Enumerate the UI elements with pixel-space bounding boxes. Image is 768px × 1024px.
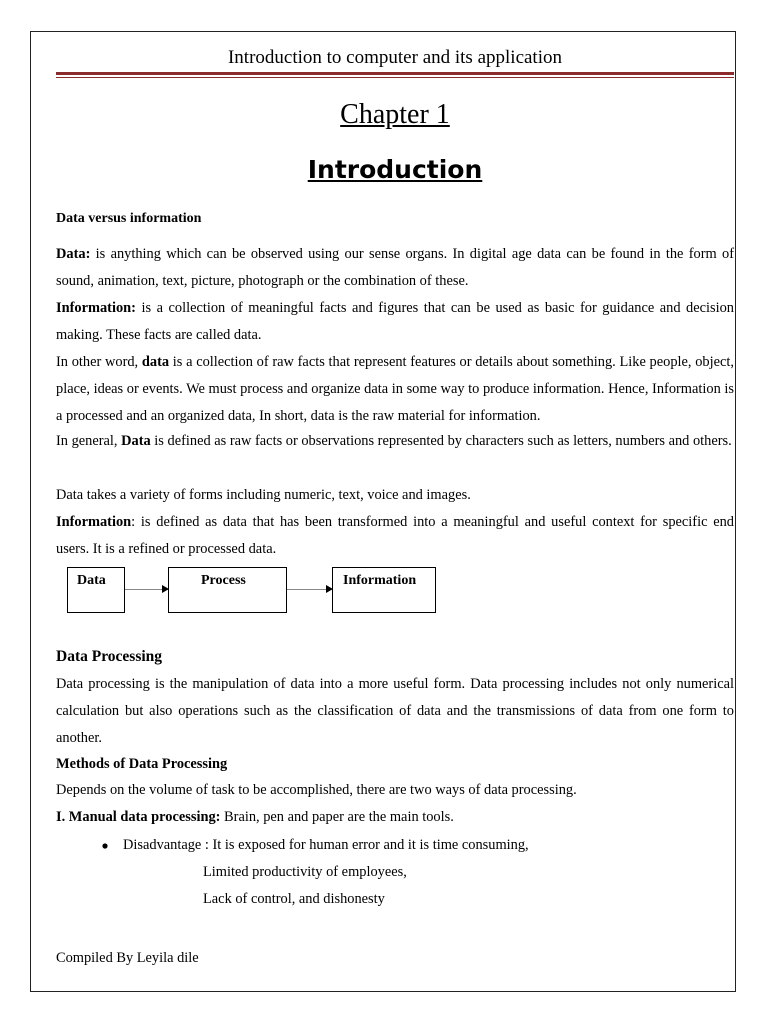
other-word-prefix: In other word, [56, 354, 142, 370]
in-general-text: is defined as raw facts or observations represented by characters such as letters, numbers and others. [150, 433, 732, 449]
diagram-arrow-1 [125, 589, 168, 590]
term-information-2: Information [56, 514, 132, 530]
paragraph-information-definition [56, 295, 734, 349]
paragraph-data-definition [56, 241, 734, 295]
paragraph-manual-processing [56, 804, 734, 831]
page-title [56, 155, 734, 184]
other-word-text: is a collection of raw facts that represent features or details about something. Like people, object, place, ideas or events. We must process and organize data in some way to produce information. Hence, Information is a processed and an organized data, In short, data is the raw material for information. [56, 354, 734, 424]
disadvantage-line-1: Disadvantage : It is exposed for human error and it is time consuming, [123, 837, 529, 853]
in-general-prefix: In general, [56, 433, 122, 449]
paragraph-data-processing: Data processing is the manipulation of data into a more useful form. Data processing includes not only numerical calculation but also operations such as the classification of data and the transmissions of data from one form to another. [56, 676, 734, 746]
paragraph-forms: Data takes a variety of forms including numeric, text, voice and images. [56, 487, 471, 503]
term-data: Data: [56, 246, 91, 262]
section-heading-data-processing: Data Processing [56, 648, 163, 665]
header-rule-thin [56, 77, 734, 78]
disadvantage-line-2: Limited productivity of employees, [203, 864, 407, 880]
information-definition-2-text: : is defined as data that has been transformed into a meaningful and useful context for specific end users. It is a refined or processed data. [56, 514, 734, 557]
running-header: Introduction to computer and its application [227, 47, 562, 68]
paragraph-methods: Depends on the volume of task to be accomplished, there are two ways of data processing. [56, 782, 577, 798]
footer-compiled-by: Compiled By Leyila dile [56, 950, 199, 966]
paragraph-information-definition-2 [56, 509, 734, 563]
section-heading-data-vs-info: Data versus information [56, 211, 202, 226]
diagram-box-information-label: Information [343, 573, 417, 588]
diagram-box-data-label: Data [77, 573, 106, 588]
diagram-arrow-2 [287, 589, 332, 590]
diagram-box-data [67, 567, 125, 613]
information-definition-text: is a collection of meaningful facts and figures that can be used as basic for guidance and decision making. These facts are called data. [56, 300, 734, 343]
header-rule-thick [56, 72, 734, 75]
diagram-box-process-label: Process [201, 573, 246, 588]
term-manual-processing: I. Manual data processing: [56, 809, 221, 825]
diagram-box-process [168, 567, 287, 613]
page-title-text: Introduction [307, 155, 483, 184]
manual-processing-text: Brain, pen and paper are the main tools. [220, 809, 454, 825]
diagram-box-information [332, 567, 436, 613]
term-data-general: Data [121, 433, 151, 449]
term-data-bold: data [141, 354, 170, 370]
chapter-heading: Chapter 1 [340, 99, 450, 130]
bullet-icon [101, 843, 111, 849]
methods-heading: Methods of Data Processing [56, 756, 228, 772]
term-information: Information: [56, 300, 136, 316]
data-definition-text: is anything which can be observed using our sense organs. In digital age data can be found in the form of sound, animation, text, picture, photograph or the combination of these. [56, 246, 734, 289]
disadvantage-line-3: Lack of control, and dishonesty [203, 891, 385, 907]
paragraph-in-general [56, 428, 734, 455]
paragraph-other-word [56, 349, 734, 430]
